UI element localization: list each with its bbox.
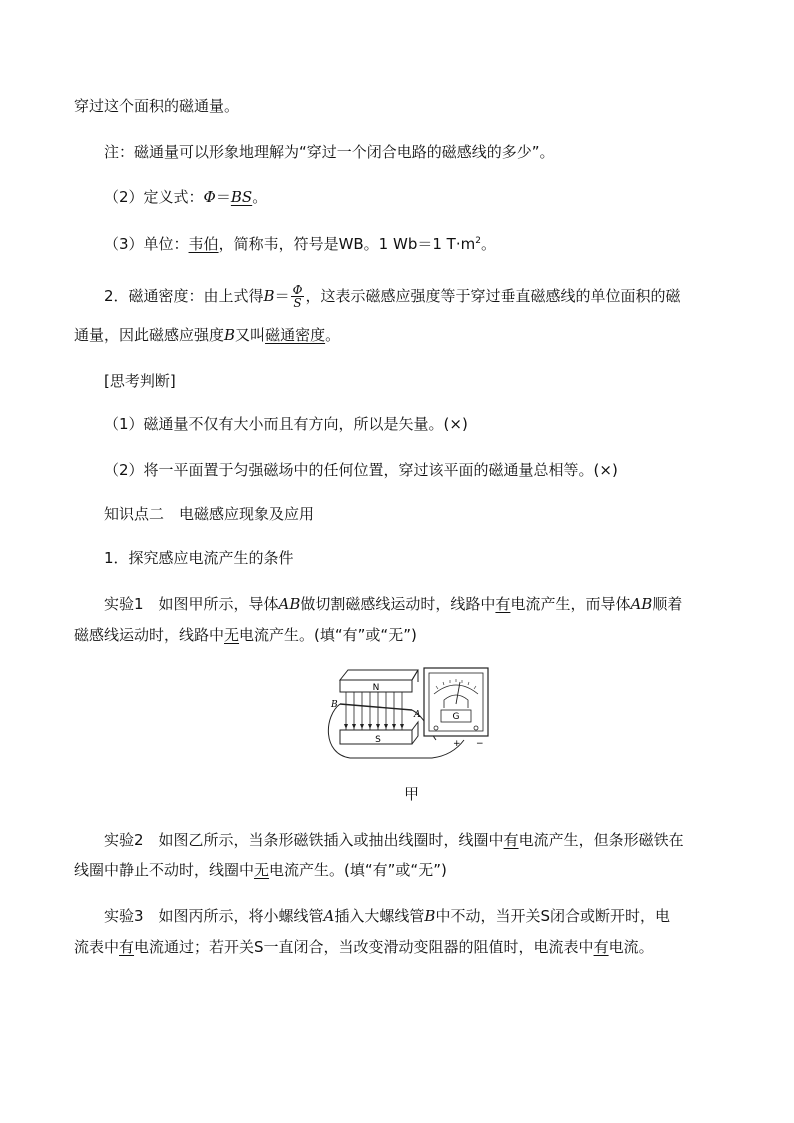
- think-title: [104, 371, 176, 391]
- label: （2）定义式：: [104, 188, 204, 206]
- paragraph-continuation: [74, 96, 239, 116]
- field-arrows: [344, 724, 404, 729]
- text: 。: [252, 188, 268, 206]
- text: 又叫: [235, 326, 266, 344]
- numerator: Φ: [292, 283, 303, 297]
- answer-weber: 韦伯: [188, 235, 219, 253]
- unit-line: [104, 231, 496, 254]
- b-symbol: B: [424, 907, 436, 925]
- text: 知识点二 电磁感应现象及应用: [104, 505, 315, 523]
- exponent: 2: [475, 236, 481, 246]
- b-symbol: B: [224, 326, 236, 344]
- experiment-1-line-2: [74, 625, 417, 645]
- definition-line: [104, 187, 267, 207]
- judge-item-1: [104, 414, 468, 434]
- experiment-3-line-1: [104, 906, 670, 926]
- text: 电流产生，但条形磁铁在: [518, 831, 684, 849]
- section-heading: [104, 504, 314, 524]
- text: 。: [480, 235, 496, 253]
- terminal-minus: [474, 726, 478, 730]
- b-symbol: B: [263, 287, 275, 305]
- text: 注：磁通量可以形象地理解为“穿过一个闭合电路的磁感线的多少”。: [104, 143, 555, 161]
- answer-you: 有: [495, 595, 511, 613]
- text: 做切割磁感线运动时，线路中: [300, 595, 496, 613]
- text: 实验2 如图乙所示，当条形磁铁插入或抽出线圈时，线圈中: [104, 831, 504, 849]
- experiment-figure-jia: [320, 658, 500, 766]
- answer-you: 有: [503, 831, 519, 849]
- text: 顺着: [652, 595, 683, 613]
- density-line-2: [74, 325, 340, 345]
- label-b: B: [331, 700, 338, 710]
- denominator: S: [293, 296, 302, 310]
- answer-flux-density: 磁通密度: [265, 326, 326, 344]
- experiment-3-line-2: [74, 937, 654, 957]
- answer-bs: BS: [230, 188, 253, 206]
- text: 线圈中静止不动时，线圈中: [74, 861, 255, 879]
- figure-caption: [404, 784, 419, 804]
- text: 通量，因此磁感应强度: [74, 326, 225, 344]
- magnet-s-side: [412, 722, 418, 744]
- ab-symbol: AB: [278, 595, 301, 613]
- text: 2．磁通密度：由上式得: [104, 287, 264, 305]
- ab-symbol: AB: [630, 595, 653, 613]
- label: （3）单位：: [104, 235, 189, 253]
- judge-item-2: [104, 460, 618, 480]
- text: 甲: [404, 785, 420, 803]
- answer-wu: 无: [224, 626, 240, 644]
- fraction-phi-over-s: [291, 284, 305, 309]
- text: [思考判断]: [104, 372, 176, 390]
- text: 电流产生，而导体: [510, 595, 631, 613]
- text: 电流通过；若开关S一直闭合，当改变滑动变阻器的阻值时，电流表中: [134, 938, 594, 956]
- text: 磁感线运动时，线路中: [74, 626, 225, 644]
- experiment-2-line-1: [104, 830, 684, 850]
- experiment-1-line-1: [104, 594, 682, 614]
- magnet-top-face: [340, 670, 418, 680]
- text: 穿过这个面积的磁通量。: [74, 97, 240, 115]
- text: 电流产生。(填“有”或“无”): [269, 861, 447, 879]
- label-a: A: [414, 710, 421, 720]
- text: 实验3 如图丙所示，将小螺线管: [104, 907, 324, 925]
- density-line-1: [104, 282, 680, 310]
- conductor-ab: [340, 704, 412, 710]
- answer-you: 有: [119, 938, 135, 956]
- text: 中不动，当开关S闭合或断开时，电: [435, 907, 670, 925]
- text: 实验1 如图甲所示，导体: [104, 595, 279, 613]
- subheading: [104, 548, 294, 568]
- label-n: N: [372, 683, 380, 693]
- text: 插入大螺线管: [334, 907, 425, 925]
- phi-symbol: Φ: [203, 188, 216, 206]
- equals: ＝: [274, 287, 290, 305]
- answer-you: 有: [593, 938, 609, 956]
- text: ，这表示磁感应强度等于穿过垂直磁感线的单位面积的磁: [305, 287, 681, 305]
- text: （2）将一平面置于匀强磁场中的任何位置，穿过该平面的磁通量总相等。(×): [104, 461, 618, 479]
- a-symbol: A: [323, 907, 335, 925]
- text: 电流。: [608, 938, 654, 956]
- label-plus: +: [453, 739, 461, 749]
- answer-wu: 无: [254, 861, 270, 879]
- text: （1）磁通量不仅有大小而且有方向，所以是矢量。(×): [104, 415, 468, 433]
- label-minus: −: [476, 739, 484, 749]
- text: 电流产生。(填“有”或“无”): [239, 626, 417, 644]
- label-g: G: [452, 712, 460, 722]
- equals: ＝: [215, 188, 231, 206]
- terminal-plus: [434, 726, 438, 730]
- text: ，简称韦，符号是WB。1 Wb＝1 T·m: [218, 235, 476, 253]
- text: 1．探究感应电流产生的条件: [104, 549, 294, 567]
- label-s: S: [375, 735, 381, 745]
- note-paragraph: [104, 142, 555, 162]
- text: 流表中: [74, 938, 120, 956]
- text: 。: [325, 326, 341, 344]
- experiment-2-line-2: [74, 860, 447, 880]
